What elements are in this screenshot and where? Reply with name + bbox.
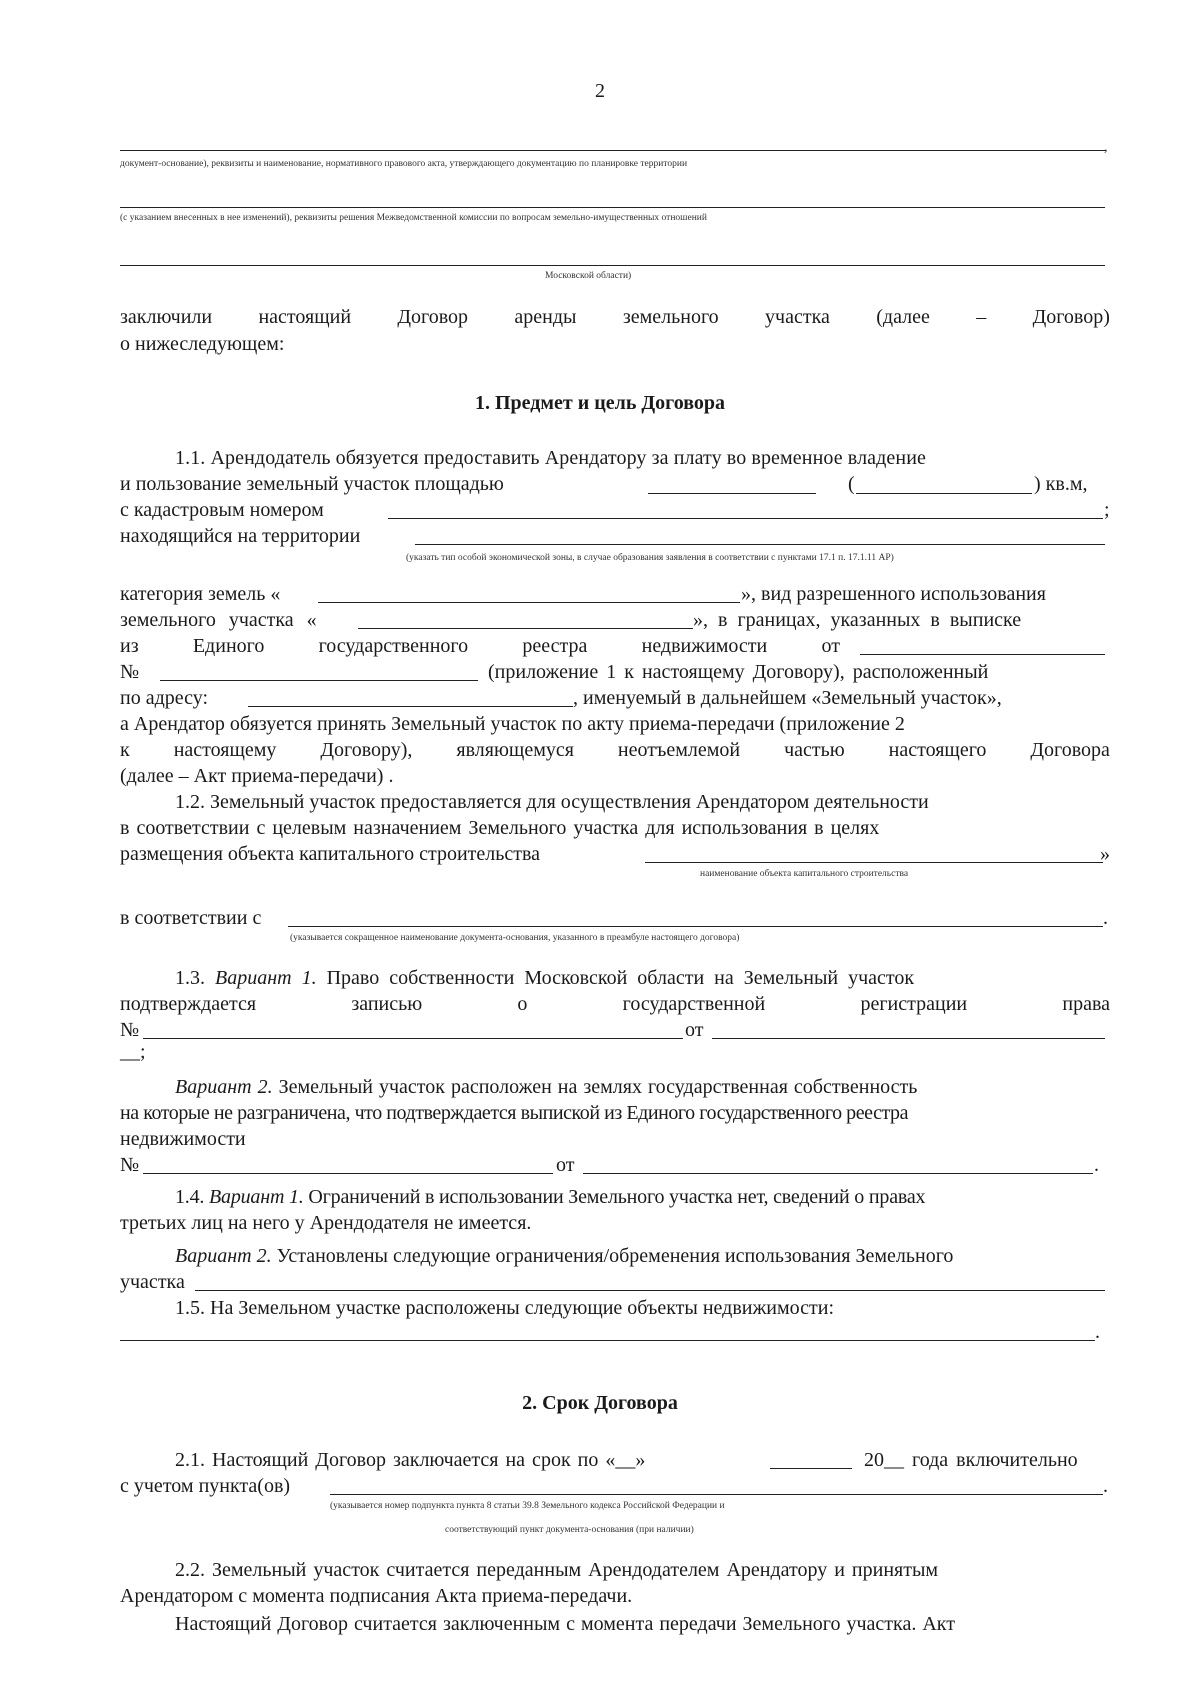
- fill-line: [770, 1468, 852, 1469]
- text-line: Вариант 2. Земельный участок расположен на землях государственная собственность: [175, 1076, 918, 1098]
- line-end-mark: .: [1103, 907, 1108, 929]
- text-line: о нижеследующем:: [120, 333, 285, 355]
- fill-line: [120, 150, 1105, 151]
- text-line: 1.3. Вариант 1. Право собственности Московской области на Земельный участок: [175, 967, 915, 989]
- term-note: (указывается номер подпункта пункта 8 статьи 39.8 Земельного кодекса Российской Федерации и: [330, 1501, 725, 1511]
- text-line: недвижимости: [120, 1128, 246, 1150]
- preamble-note: (с указанием внесенных в нее изменений), реквизиты решения Межведомственной комиссии по вопросам земельно-имущественных отношений: [120, 213, 707, 223]
- text-line-justified: подтверждается записью о государственной регистрации права: [120, 993, 1110, 1015]
- fill-line: [288, 926, 1103, 927]
- fill-line: [120, 207, 1105, 208]
- registry-line: из Единого государственного реестра недвижимости от: [120, 635, 840, 657]
- fill-line: [120, 1340, 1095, 1341]
- text-line: 1.1. Арендодатель обязуется предоставить Арендатору за плату во временное владение: [175, 447, 926, 469]
- text-line: размещения объекта капитального строительства: [120, 843, 541, 865]
- text-line: 1.2. Земельный участок предоставляется для осуществления Арендатором деятельности: [175, 791, 929, 813]
- concluded-line: заключили настоящий Договор аренды земельного участка (далее – Договор): [120, 306, 1110, 328]
- fill-line: [860, 654, 1105, 655]
- document-note: (указывается сокращенное наименование документа-основания, указанного в преамбуле настоящего договора): [290, 933, 740, 943]
- fill-line: [195, 1290, 1105, 1291]
- fill-line: [358, 628, 693, 629]
- line-end-mark: ,: [1104, 140, 1108, 155]
- fill-line: [415, 544, 1105, 545]
- preamble-note: Московской области): [545, 271, 632, 281]
- fill-line: [856, 493, 1032, 494]
- text-line: а Арендатор обязуется принять Земельный участок по акту приема-передачи (приложение 2: [120, 713, 905, 735]
- text-line: находящийся на территории: [120, 525, 361, 547]
- text-line: третьих лиц на него у Арендодателя не имеется.: [120, 1212, 532, 1234]
- page-number: 2: [595, 80, 605, 102]
- text-line: с кадастровым номером: [120, 499, 324, 521]
- fill-line: [248, 706, 573, 707]
- text-line: в соответствии с целевым назначением Земельного участка для использования в целях: [120, 817, 880, 839]
- text-line: в соответствии с: [120, 907, 262, 929]
- fill-line: [160, 680, 478, 681]
- fill-line: [712, 1038, 1105, 1039]
- text-line: 1.5. На Земельном участке расположены следующие объекты недвижимости:: [175, 1297, 835, 1319]
- term-note: соответствующий пункт документа-основания (при наличии): [445, 1525, 694, 1535]
- fill-line: [330, 1494, 1103, 1495]
- fill-line: [645, 862, 1103, 863]
- text-line: Арендатором с момента подписания Акта приема-передачи.: [120, 1585, 633, 1607]
- line-end-mark: .: [1103, 1475, 1108, 1497]
- fill-line: [120, 265, 1105, 266]
- line-end-mark: ;: [1104, 499, 1110, 521]
- document-page: 2 , документ-основание), реквизиты и наименование, нормативного правового акта, утверждающего документацию по планировке территории (с указанием внесенных в нее изменений), реквизиты решения Межведомственной комиссии по вопросам земельно-имущественных отношений Московской области) заключили настоящий Договор аренды земельного участка (далее – Договор) о нижеследующем: 1. Предмет и цель Договора 1.1. Арендодатель обязуется предоставить Арендатору за плату во временное владение и пользование земельный участок площадью ( ) кв.м, с кадастровым номером ; находящийся на территории (указать тип особой экономической зоны, в случае образования заявления в соответствии с пунктами 17.1 п. 17.1.11 АР) категория земель « », вид разрешенного использования земельного участка « », в границах, указанных в выписке из Единого государственного реестра недвижимости от № (приложение 1 к настоящему Договору), расположенный по адресу: , именуемый в дальнейшем «Земельный участок», а Арендатор обязуется принять Земельный участок по акту приема-передачи (приложение 2 к настоящему Договору), являющемуся неотъемлемой частью настоящего Договора (далее – Акт приема-передачи) . 1.2. Земельный участок предоставляется для осуществления Арендатором деятельности в соответствии с целевым назначением Земельного участка для использования в целях размещения объекта капитального строительства » наименование объекта капитального строительства в соответствии с . (указывается сокращенное наименование документа-основания, указанного в преамбуле настоящего договора) 1.3. Вариант 1. Право собственности Московской области на Земельный участок подтверждается записью о государственной регистрации права № от __; Вариант 2. Земельный участок расположен на землях государственная собственность на которые не разграничена, что подтверждается выпиской из Единого государственного реестра недвижимости № от . 1.4. Вариант 1. Ограничений в использовании Земельного участка нет, сведений о правах третьих лиц на него у Арендодателя не имеется. Вариант 2. Установлены следующие ограничения/обременения использования Земельного участка 1.5. На Земельном участке расположены следующие объекты недвижимости: . 2. Срок Договора 2.1. Настоящий Договор заключается на срок по «__» 20__ года включительно с учетом пункта(ов) . (указывается номер подпункта пункта 8 статьи 39.8 Земельного кодекса Российской Федерации и соответствующий пункт документа-основания (при наличии) 2.2. Земельный участок считается переданным Арендодателем Арендатору и принятым Арендатором с момента подписания Акта приема-передачи. Настоящий Договор считается заключенным с момента передачи Земельного участка. Акт: [0, 0, 1200, 1699]
- preamble-note: документ-основание), реквизиты и наименование, нормативного правового акта, утверждающего документацию по планировке территории: [120, 159, 688, 169]
- line-end-mark: .: [1094, 1154, 1099, 1176]
- territory-note: (указать тип особой экономической зоны, в случае образования заявления в соответствии с пунктами 17.1 п. 17.1.11 АР): [406, 553, 894, 563]
- text-line: и пользование земельный участок площадью: [120, 473, 504, 495]
- fill-line: [388, 518, 1103, 519]
- text-line: 1.4. Вариант 1. Ограничений в использовании Земельного участка нет, сведений о правах: [175, 1186, 926, 1208]
- fill-line: [143, 1173, 553, 1174]
- text-line-justified: к настоящему Договору), являющемуся неотъемлемой частью настоящего Договора: [120, 739, 1110, 761]
- text-line: Вариант 2. Установлены следующие ограничения/обременения использования Земельного: [175, 1245, 954, 1267]
- text-line: (далее – Акт приема-передачи) .: [120, 765, 394, 787]
- fill-line: [648, 493, 816, 494]
- text-line: Настоящий Договор считается заключенным с момента передачи Земельного участка. Акт: [175, 1613, 955, 1635]
- fill-line: [143, 1038, 683, 1039]
- text-line: 2.2. Земельный участок считается переданным Арендодателем Арендатору и принятым: [175, 1559, 939, 1581]
- section-title: 2. Срок Договора: [522, 1392, 678, 1414]
- object-note: наименование объекта капитального строительства: [700, 869, 909, 879]
- fill-line: [583, 1173, 1093, 1174]
- line-end-mark: .: [1095, 1321, 1100, 1343]
- section-title: 1. Предмет и цель Договора: [474, 392, 726, 414]
- text-line: на которые не разграничена, что подтверждается выпиской из Единого государственного реестра: [120, 1102, 909, 1124]
- fill-line: [318, 602, 740, 603]
